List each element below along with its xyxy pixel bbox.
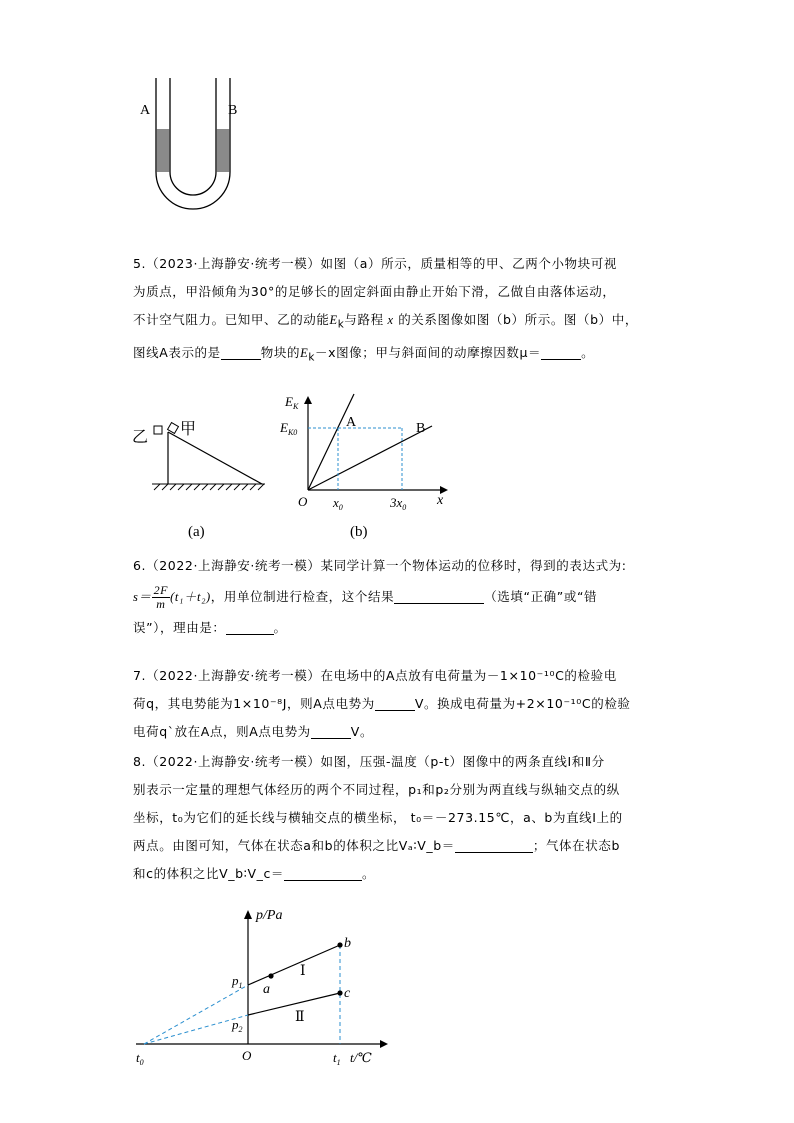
line-1 (248, 945, 340, 985)
line-1-label: Ⅰ (300, 964, 306, 979)
answer-blank[interactable] (455, 838, 533, 853)
line-1-extension (144, 985, 248, 1044)
q7-line-1: 7.（2022·上海静安·统考一模）在电场中的A点放有电荷量为－1×10⁻¹⁰C的检验电 (133, 668, 617, 683)
fraction-2f-m: $\frac{2F}{m}$ (153, 583, 169, 611)
question-6 (133, 552, 663, 642)
line-b (308, 426, 432, 490)
q8-line-1: 8.（2022·上海静安·统考一模）如图，压强-温度（p-t）图像中的两条直线Ⅰ和Ⅱ分 (133, 754, 605, 769)
label-jia: 甲 (180, 419, 197, 438)
label-c: c (344, 986, 351, 1001)
t0-label: $t_0$ (136, 1050, 144, 1067)
q5-line-3: 不计空气阻力。已知甲、乙的动能$E_k$与路程 x 的关系图像如图（b）所示。图（b）中， (133, 312, 638, 331)
answer-blank[interactable] (226, 620, 274, 635)
x-axis-label: x (437, 493, 444, 508)
label-b: B (228, 103, 238, 118)
question-7 (133, 662, 663, 746)
line-a-label: A (346, 415, 357, 430)
caption-a: (a) (188, 524, 205, 540)
q7-line-2: 荷q，其电势能为1×10⁻⁸J，则A点电势为 V。换成电荷量为+2×10⁻¹⁰C的检验 (133, 696, 631, 711)
answer-blank[interactable] (284, 866, 362, 881)
q5-line-2: 为质点，甲沿倾角为30°的足够长的固定斜面由静止开始下滑，乙做自由落体运动， (133, 284, 616, 299)
mercury-column-b (217, 129, 230, 172)
origin-label: O (298, 494, 308, 509)
line-2 (248, 993, 340, 1015)
q8-line-2: 别表示一定量的理想气体经历的两个不同过程，p₁和p₂分别为两直线与纵轴交点的纵 (133, 782, 620, 797)
x-axis-label: t/℃ (350, 1050, 372, 1065)
point-b (337, 942, 342, 947)
y-axis-label: $E_K$ (285, 394, 299, 411)
block-yi (154, 426, 162, 434)
three-x0-label: $3x_0$ (390, 495, 407, 512)
q5-line-1: 5.（2023·上海静安·统考一模）如图（a）所示，质量相等的甲、乙两个小物块可视 (133, 256, 617, 271)
u-tube-figure (140, 72, 250, 232)
t1-label: $t_1$ (333, 1050, 341, 1067)
caption-b: (b) (350, 524, 368, 540)
line-2-label: Ⅱ (295, 1010, 305, 1025)
point-a (268, 973, 273, 978)
q7-line-3: 电荷q`放在A点，则A点电势为 V。 (133, 724, 374, 739)
p2-label: $p_2$ (232, 1017, 243, 1034)
label-a: A (140, 103, 151, 118)
q8-line-3: 坐标，t₀为它们的延长线与横轴交点的横坐标， t₀＝－273.15℃，a、b为直线Ⅰ上的 (133, 810, 623, 825)
origin-label: O (242, 1048, 252, 1063)
answer-blank[interactable] (311, 724, 351, 739)
answer-blank[interactable] (394, 589, 484, 604)
pressure-temperature-graph (130, 905, 400, 1070)
answer-blank[interactable] (541, 345, 581, 360)
x0-label: $x_0$ (333, 495, 343, 512)
question-5 (133, 250, 663, 371)
answer-blank[interactable] (375, 696, 415, 711)
q6-line-1: 6.（2022·上海静安·统考一模）某同学计算一个物体运动的位移时，得到的表达式为: (133, 558, 627, 573)
q6-line-3: 误”），理由是： 。 (133, 620, 287, 635)
q5-line-4: 图线A表示的是 物块的$E_k-x$图像；甲与斜面间的动摩擦因数μ＝ 。 (133, 344, 595, 363)
q6-line-2: s＝ $\frac{2F}{m}$ (t₁＋t₂)，用单位制进行检查，这个结果 （选填“正确”或“错 (133, 583, 598, 611)
q8-line-4: 两点。由图可知，气体在状态a和b的体积之比Vₐ∶V_b＝ ；气体在状态b (133, 838, 620, 853)
q8-line-5: 和c的体积之比V_b∶V_c＝ 。 (133, 866, 376, 881)
p1-label: $p_1$ (232, 973, 243, 990)
incline-figure (130, 414, 280, 549)
block-jia (168, 423, 179, 434)
label-b: b (344, 936, 351, 951)
label-yi: 乙 (132, 427, 149, 446)
ek0-label: $E_{K0}$ (280, 420, 298, 437)
line-a (308, 394, 354, 490)
label-a: a (263, 982, 270, 997)
ek-x-graph (280, 390, 460, 550)
mercury-column-a (157, 129, 170, 172)
question-8 (133, 748, 663, 888)
answer-blank[interactable] (221, 345, 261, 360)
y-axis-label: p/Pa (256, 908, 283, 923)
point-c (337, 990, 342, 995)
line-b-label: B (416, 421, 426, 436)
